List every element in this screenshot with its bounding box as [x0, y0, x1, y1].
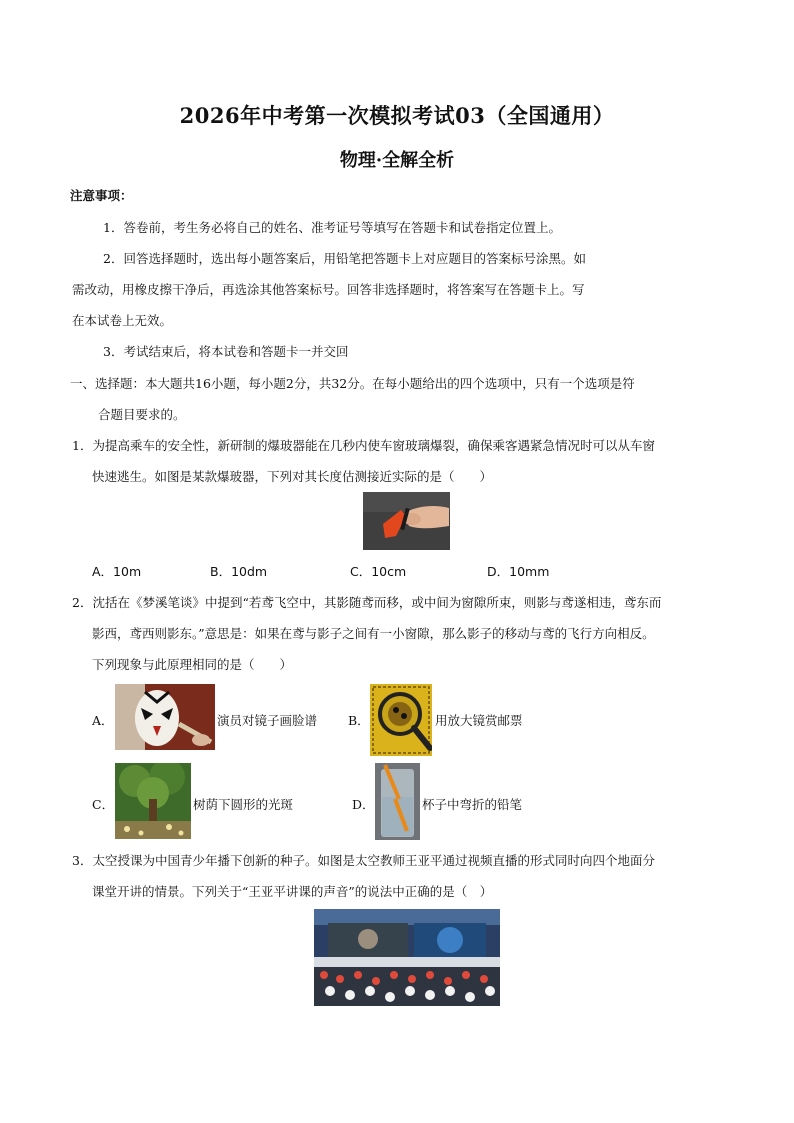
page-title: 2026年中考第一次模拟考试03（全国通用）: [179, 103, 615, 128]
question-1-option-a: A．10m: [92, 564, 142, 579]
question-1-option-c: C．10cm: [350, 564, 407, 579]
notice-item-2-line-2: 需改动，用橡皮擦干净后，再选涂其他答案标号。回答非选择题时，将答案写在答题卡上。写: [72, 282, 585, 297]
space-class-image: [314, 909, 500, 1006]
question-2-option-d-text: 杯子中弯折的铅笔: [422, 797, 523, 812]
question-1-line-2: 快速逃生。如图是某款爆玻器，下列对其长度估测接近实际的是（ ）: [92, 469, 493, 484]
notice-heading: 注意事项：: [70, 188, 133, 203]
question-2-option-c-text: 树荫下圆形的光斑: [193, 797, 294, 812]
notice-item-1: 1．答卷前，考生务必将自己的姓名、准考证号等填写在答题卡和试卷指定位置上。: [103, 220, 561, 235]
notice-item-2-line-3: 在本试卷上无效。: [72, 313, 173, 328]
question-2-option-a-text: 演员对镜子画脸谱: [217, 713, 318, 728]
notice-item-2-line-1: 2．回答选择题时，选出每小题答案后，用铅笔把答题卡上对应题目的答案标号涂黑。如: [103, 251, 586, 266]
question-1-line-1: 1．为提高乘车的安全性，新研制的爆玻器能在几秒内使车窗玻璃爆裂，确保乘客遇紧急情况时可以从车窗: [72, 438, 655, 453]
question-2-line-2: 影西，鸢西则影东。”意思是：如果在鸢与影子之间有一小窗隙，那么影子的移动与鸢的飞行方向相反。: [92, 626, 655, 641]
section-1-instructions-line-2: 合题目要求的。: [98, 407, 186, 422]
notice-item-3: 3．考试结束后，将本试卷和答题卡一并交回: [103, 344, 349, 359]
question-3-line-1: 3．太空授课为中国青少年播下创新的种子。如图是太空教师王亚平通过视频直播的形式同时向四个地面分: [72, 853, 655, 868]
question-1-option-d: D．10mm: [487, 564, 550, 579]
question-2-option-b-text: 用放大镜赏邮票: [435, 713, 523, 728]
question-2-option-c-letter: C．: [92, 797, 115, 812]
magnifier-stamp-image: [370, 684, 432, 756]
question-2-option-a-letter: A．: [92, 713, 114, 728]
page-subtitle: 物理·全解全析: [339, 150, 455, 171]
question-2-option-d-letter: D．: [352, 797, 375, 812]
question-2-line-3: 下列现象与此原理相同的是（ ）: [92, 657, 293, 672]
section-1-instructions-line-1: 一、选择题：本大题共16小题，每小题2分，共32分。在每小题给出的四个选项中，只有一个选项是符: [70, 376, 635, 391]
opera-mask-mirror-image: [115, 684, 215, 750]
question-2-line-1: 2．沈括在《梦溪笔谈》中提到“若鸢飞空中，其影随鸢而移，或中间为窗隙所束，则影与鸢遂相违，鸢东而: [72, 595, 662, 610]
tree-shade-light-spots-image: [115, 763, 191, 839]
question-2-option-b-letter: B．: [348, 713, 370, 728]
pencil-in-glass-image: [375, 763, 420, 840]
question-3-line-2: 课堂开讲的情景。下列关于“王亚平讲课的声音”的说法中正确的是（ ）: [92, 884, 493, 899]
window-breaker-image: [363, 492, 450, 550]
question-1-option-b: B．10dm: [210, 564, 268, 579]
